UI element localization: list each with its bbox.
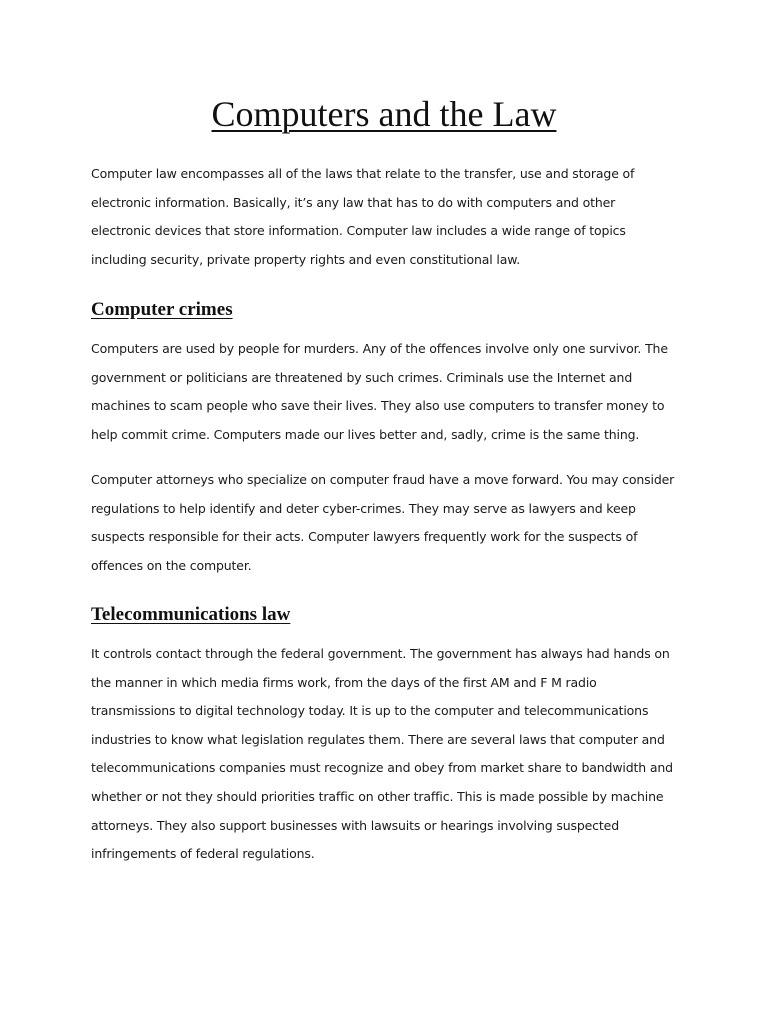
paragraph-line: Computer law encompasses all of the laws that relate to the transfer, use and storage of [91,166,635,181]
paragraph-line: government or politicians are threatened by such crimes. Criminals use the Internet and [91,369,633,385]
section-heading-telecommunications-law: Telecommunications law [91,604,291,625]
section-heading-computer-crimes: Computer crimes [91,299,233,320]
document-title: Computers and the Law [211,94,557,134]
paragraph-line: Computer attorneys who specialize on computer fraud have a move forward. You may consider [91,472,675,487]
computer-crimes-paragraph-2 [91,466,691,580]
paragraph-line: infringements of federal regulations. [91,846,315,862]
paragraph-line: including security, private property rights and even constitutional law. [91,251,521,267]
paragraph-line: industries to know what legislation regulates them. There are several laws that computer and [91,731,665,747]
paragraph-line: attorneys. They also support businesses with lawsuits or hearings involving suspected [91,817,619,833]
paragraph-line: electronic devices that store information. Computer law includes a wide range of topics [91,223,626,239]
computer-crimes-paragraph-1 [91,335,691,449]
intro-paragraph [91,160,691,274]
paragraph-line: transmissions to digital technology today. It is up to the computer and telecommunications [91,703,649,719]
telecommunications-paragraph [91,640,691,869]
paragraph-line: suspects responsible for their acts. Computer lawyers frequently work for the suspects of [91,529,638,545]
paragraph-line: whether or not they should priorities traffic on other traffic. This is made possible by machine [91,788,664,804]
paragraph-line: It controls contact through the federal government. The government has always had hands on [91,646,670,661]
paragraph-line: the manner in which media firms work, from the days of the first AM and F M radio [91,674,597,690]
paragraph-line: telecommunications companies must recognize and obey from market share to bandwidth and [91,760,673,776]
paragraph-line: regulations to help identify and deter cyber-crimes. They may serve as lawyers and keep [91,500,636,516]
paragraph-line: help commit crime. Computers made our lives better and, sadly, crime is the same thing. [91,426,640,442]
paragraph-line: electronic information. Basically, it’s any law that has to do with computers and other [91,194,616,210]
paragraph-line: machines to scam people who save their lives. They also use computers to transfer money to [91,398,665,414]
paragraph-line: Computers are used by people for murders. Any of the offences involve only one survivor. The [91,341,668,356]
paragraph-line: offences on the computer. [91,557,252,573]
